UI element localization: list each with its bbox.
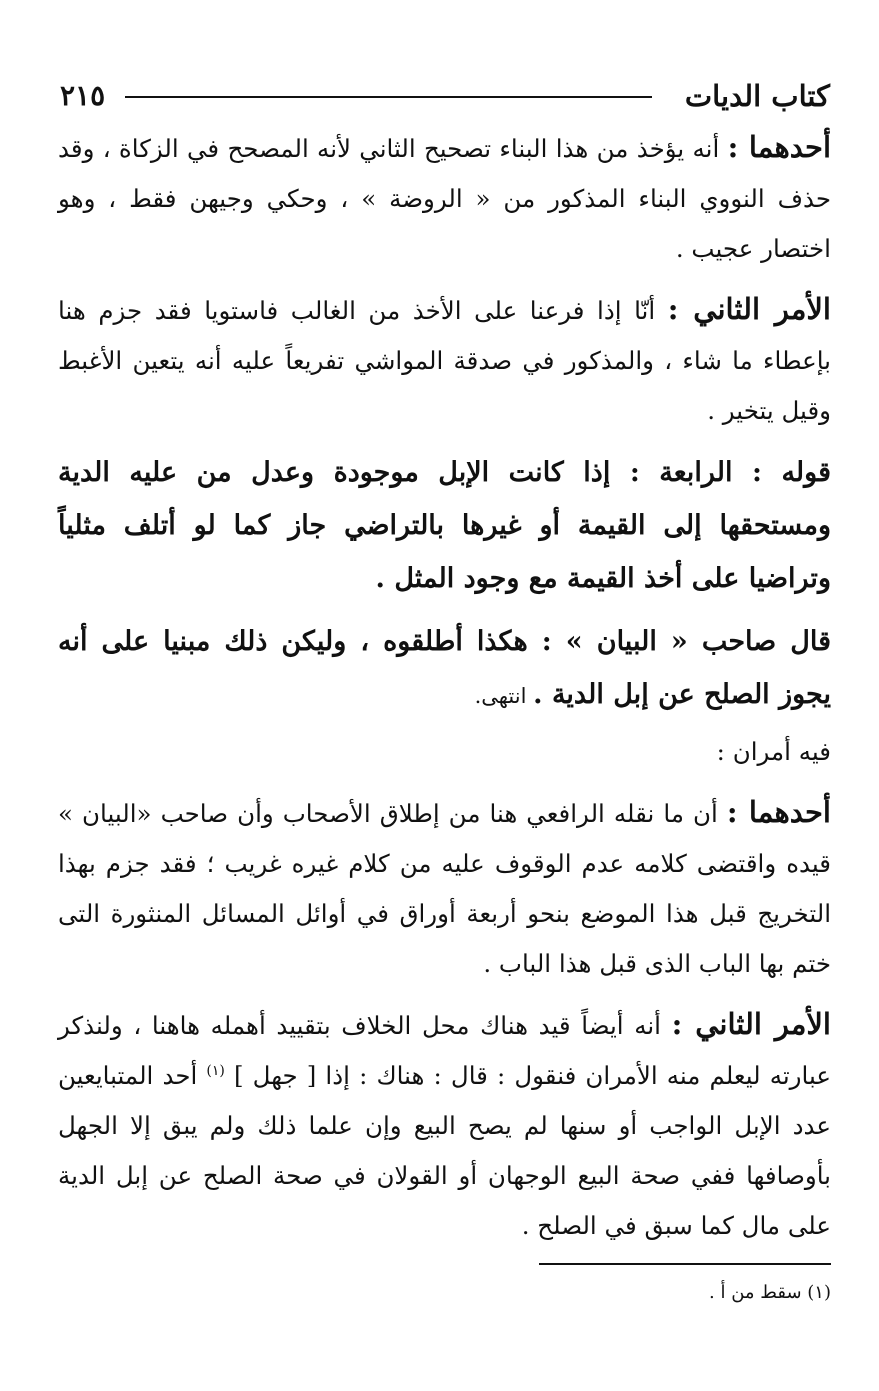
paragraph-text: أنه يؤخذ من هذا البناء تصحيح الثاني لأنه المصحح في الزكاة ، وقد حذف النووي البناء المذكور من « الروضة » ، وحكي وجيهن فقط ، وهو اختصار عجيب . — [58, 134, 831, 263]
paragraph-first-matter — [58, 787, 831, 989]
quoted-text-bayan — [58, 615, 831, 723]
paragraph-text: قال صاحب « البيان » : هكذا أطلقوه ، وليكن ذلك مبنيا على أنه يجوز الصلح عن إبل الدية . — [58, 626, 831, 710]
paragraph-second-matter — [58, 284, 831, 436]
paragraph-first-of-two — [58, 122, 831, 274]
footnote-separator — [539, 1263, 831, 1265]
paragraph-two-matters — [58, 727, 831, 777]
paragraph-text: قوله : الرابعة : إذا كانت الإبل موجودة وعدل من عليه الدية ومستحقها إلى القيمة أو غيرها بالتراضي جاز كما لو أتلف مثلياً وتراضيا على أخذ القيمة مع وجود المثل . — [58, 457, 831, 594]
header-rule — [125, 96, 652, 98]
chapter-title: كتاب الديات — [684, 79, 830, 113]
paragraph-lead: الأمر الثاني : — [667, 292, 831, 326]
paragraph-lead: الأمر الثاني : — [671, 1007, 831, 1041]
quote-end-note: انتهى. — [474, 684, 534, 708]
paragraph-second-matter-restriction — [58, 999, 831, 1251]
paragraph-text: فيه أمران : — [716, 737, 831, 766]
quoted-text-fourth-issue — [58, 446, 831, 605]
paragraph-text: أحد المتبايعين عدد الإبل الواجب أو سنها لم يصح البيع وإن علما ذلك ولم يبق إلا الجهل بأوصافها ففي صحة البيع الوجهان أو القولان في صحة الصلح عن إبل الدية على مال كما سبق في الصلح . — [58, 1061, 831, 1240]
paragraph-text: أنه أيضاً قيد هناك محل الخلاف بتقييد أهمله هاهنا ، ولنذكر عبارته ليعلم منه الأمران فنقول : قال : هناك : إذا [ جهل ] — [58, 1011, 831, 1090]
footnote: (١) سقط من أ . — [709, 1282, 831, 1303]
page-number: ٢١٥ — [60, 79, 106, 112]
paragraph-lead: أحدهما : — [727, 130, 832, 164]
paragraph-lead: أحدهما : — [726, 795, 831, 829]
body-text — [58, 122, 831, 1251]
running-header — [60, 72, 830, 120]
paragraph-text: أنّا إذا فرعنا على الأخذ من الغالب فاستويا فقد جزم هنا بإعطاء ما شاء ، والمذكور في صدقة المواشي تفريعاً عليه أنه يتعين الأغبط وقيل يتخير . — [58, 296, 831, 425]
footnote-reference: (١) — [206, 1062, 225, 1079]
paragraph-text: أن ما نقله الرافعي هنا من إطلاق الأصحاب وأن صاحب «البيان » قيده واقتضى كلامه عدم الوقوف عليه من كلام غيره غريب ؛ فقد جزم بهذا التخريج قبل هذا الموضع بنحو أربعة أوراق في أوائل المسائل المنثورة التى ختم بها الباب الذى قبل هذا الباب . — [58, 799, 831, 978]
